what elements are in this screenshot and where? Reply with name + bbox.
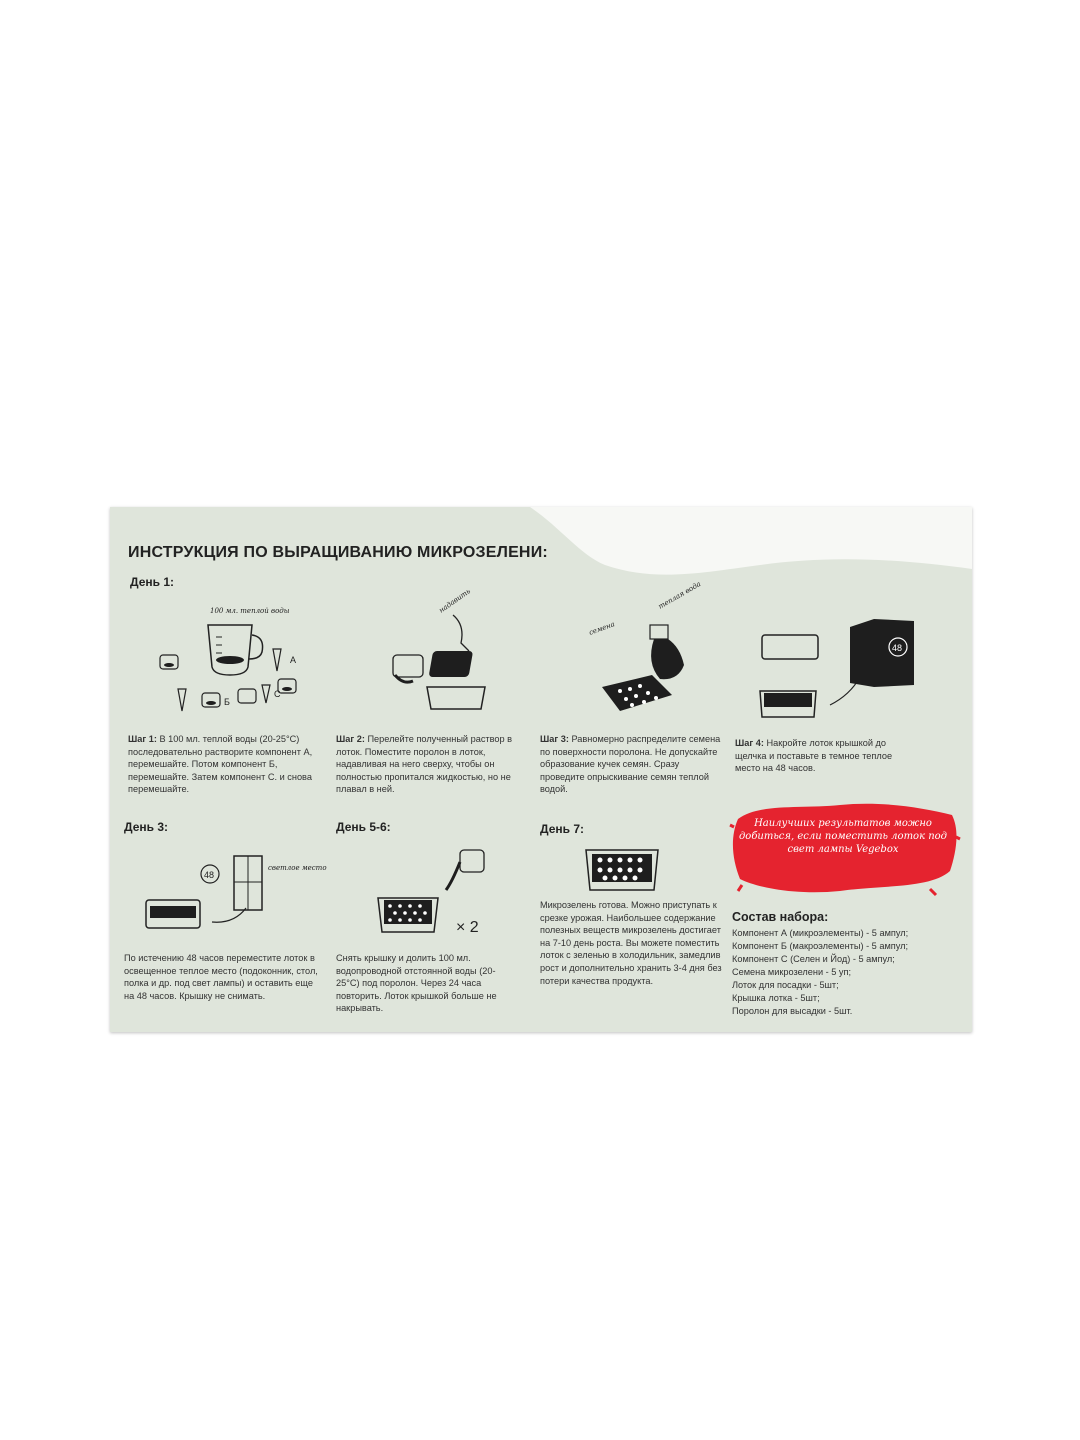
warm-water-label: теплая вода <box>657 579 703 611</box>
timer-48-label: 48 <box>892 643 903 653</box>
cup-volume-label: 100 мл. теплой воды <box>210 607 290 615</box>
kit-item: Поролон для высадки - 5шт. <box>732 1006 853 1016</box>
day5-6-water-illustration <box>368 842 508 942</box>
seeds-label: семена <box>587 620 616 637</box>
component-b-label: Б <box>224 697 230 707</box>
light-place-label: светлое место <box>268 864 327 872</box>
press-label: надавить <box>437 587 472 615</box>
day-7-text: Микрозелень готова. Можно приступать к срезке урожая. Наибольшее содержание полезных веществ микрозелень достигает на 7-10 день роста. Вы можете поместить лоток с зеленью в холодильник, замедлив рост и дополнительно хранить 3-4 дня без потери качества продукта. <box>540 900 722 986</box>
day-5-6-text: Снять крышку и долить 100 мл. водопроводной отстоянной воды (20-25°С) под поролон. Через 24 часа повторить. Лоток крышкой больше не накрывать. <box>336 953 497 1014</box>
step4-cover-illustration <box>750 595 930 720</box>
day-1-heading: День 1: <box>130 575 174 589</box>
kit-item: Компонент С (Селен и Йод) - 5 ампул; <box>732 954 895 964</box>
kit-item: Компонент Б (макроэлементы) - 5 ампул; <box>732 941 909 951</box>
component-a-label: А <box>290 655 297 665</box>
day-3-heading: День 3: <box>124 820 168 834</box>
kit-title: Состав набора: <box>732 910 829 924</box>
step3-seeds-illustration <box>580 579 720 720</box>
step-3-text: Шаг 3: Равномерно распределите семена по поверхности поролона. Не допускайте образование кучек семян. Сразу проведите опрыскивание семян теплой водой. <box>540 734 721 795</box>
kit-list <box>732 927 908 1018</box>
day7-ready-illustration <box>580 842 670 902</box>
times-two-label: × 2 <box>456 919 479 936</box>
kit-item: Крышка лотка - 5шт; <box>732 993 820 1003</box>
step-4-text: Шаг 4: Накройте лоток крышкой до щелчка и поставьте в темное теплое место на 48 часов. <box>735 738 893 774</box>
day-3-text: По истечению 48 часов переместите лоток в освещенное теплое место (подоконник, стол, полка и др. под свет лампы) и оставить еще на 48 часов. Крышку не снимать. <box>124 953 318 1001</box>
kit-item: Семена микрозелени - 5 уп; <box>732 967 852 977</box>
step1-dissolve-illustration <box>150 597 310 727</box>
day-7-heading: День 7: <box>540 822 584 836</box>
component-c-label: С <box>274 689 281 699</box>
kit-item: Лоток для посадки - 5шт; <box>732 980 839 990</box>
step2-foam-illustration <box>385 587 505 715</box>
page-title: ИНСТРУКЦИЯ ПО ВЫРАЩИВАНИЮ МИКРОЗЕЛЕНИ: <box>128 544 548 561</box>
step-1-text: Шаг 1: В 100 мл. теплой воды (20-25°С) последовательно растворите компонент А, перемешайте. Потом компонент Б, перемешайте. Затем компонент С. и снова перемешайте. <box>128 734 313 795</box>
tip-text: Наилучших результатов можно добиться, если поместить лоток под свет лампы Vegebox <box>738 818 948 855</box>
kit-item: Компонент А (микроэлементы) - 5 ампул; <box>732 928 909 938</box>
timer-48-day3: 48 <box>204 870 215 880</box>
instruction-card <box>110 507 972 1032</box>
day-5-6-heading: День 5-6: <box>336 820 391 834</box>
day3-light-illustration <box>138 842 327 942</box>
step-2-text: Шаг 2: Перелейте полученный раствор в лоток. Поместите поролон в лоток, надавливая на него сверху, чтобы он полностью пропитался жидкостью, но не плавал в ней. <box>336 734 513 795</box>
